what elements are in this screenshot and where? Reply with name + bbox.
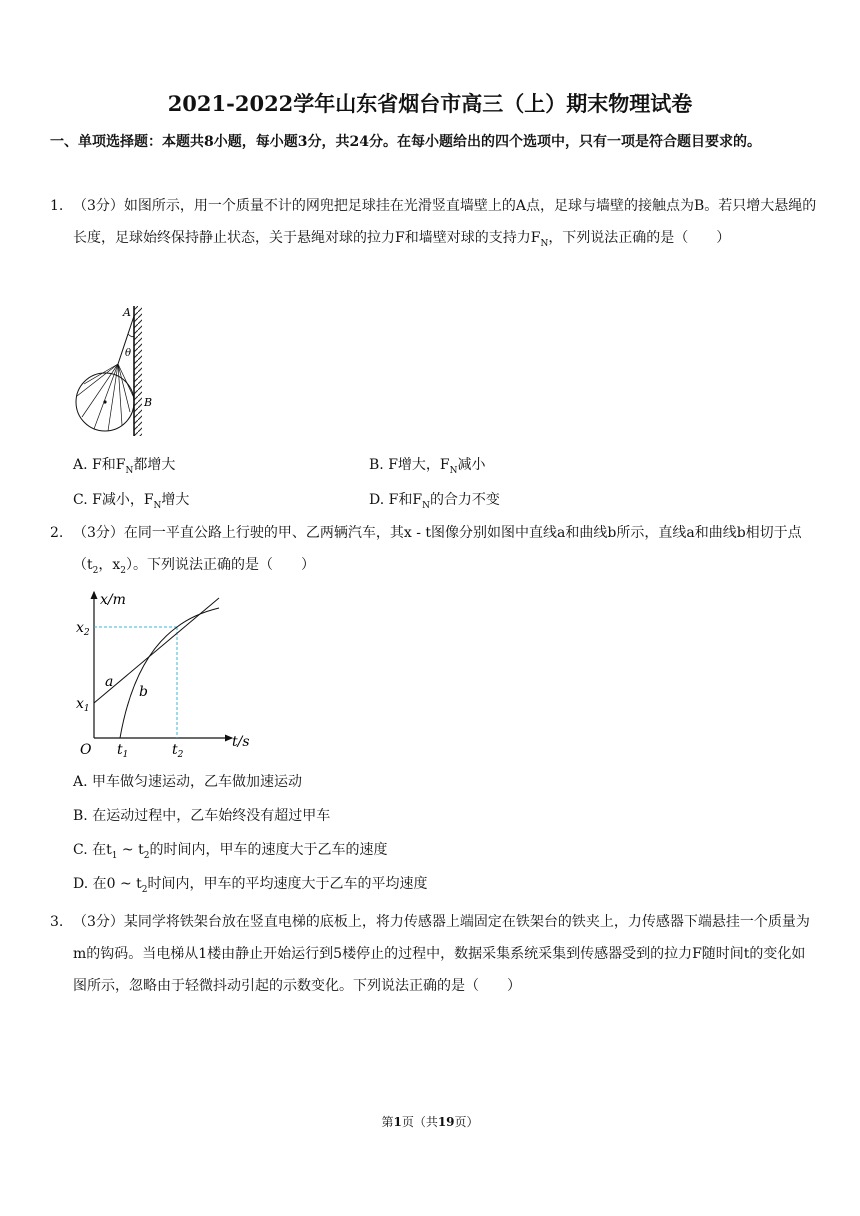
question-number: 2. (50, 525, 64, 541)
question-text: （3分）在同一平直公路上行驶的甲、乙两辆汽车，其x - t图像分别如图中直线a和曲线b所示，直线a和曲线b相切于点（$t_2$，$x_2$）。下列说法正确的是（ ） (73, 525, 802, 576)
point-a-label: A (123, 306, 131, 319)
origin-label: O (80, 742, 92, 758)
question-2 (50, 517, 818, 587)
question-text: （3分）如图所示，用一个质量不计的网兜把足球挂在光滑竖直墙壁上的A点，足球与墙壁的接触点为B。若只增大悬绳的长度，足球始终保持静止状态，关于悬绳对球的拉力F和墙壁对球的支持力$F_N$，下列说法正确的是（ ） (73, 198, 817, 249)
question-3 (50, 906, 818, 1002)
t2-label: $t_2$ (172, 742, 184, 760)
x2-label: $x_2$ (76, 620, 90, 638)
question-1 (50, 190, 818, 260)
point-b-label: B (144, 396, 153, 409)
option-b[interactable]: B. 在运动过程中，乙车始终没有超过甲车 (73, 808, 331, 824)
x1-label: $x_1$ (76, 696, 90, 714)
section-heading: 一、单项选择题：本题共8小题，每小题3分，共24分。在每小题给出的四个选项中，只有一项是符合题目要求的。 (50, 134, 761, 150)
option-c[interactable]: C. F减小，$F_N$增大 (73, 492, 190, 511)
option-a[interactable]: A. 甲车做匀速运动，乙车做加速运动 (73, 774, 303, 790)
option-b[interactable]: B. F增大，$F_N$减小 (369, 457, 486, 476)
option-d[interactable]: D. 在0 ~ $t_2$时间内，甲车的平均速度大于乙车的平均速度 (73, 876, 428, 895)
t1-label: $t_1$ (117, 742, 129, 760)
x-axis-label: t/s (232, 734, 250, 750)
angle-theta-label: θ (125, 348, 132, 359)
page-title: 2021-2022学年山东省烟台市高三（上）期末物理试卷 (167, 91, 693, 116)
question-number: 1. (50, 198, 64, 214)
question-number: 3. (50, 914, 64, 930)
option-c[interactable]: C. 在$t_1$ ~ $t_2$的时间内，甲车的速度大于乙车的速度 (73, 842, 388, 861)
curve-b-label: b (139, 684, 148, 700)
y-axis-label: x/m (100, 592, 126, 608)
line-a-label: a (105, 674, 114, 690)
option-a[interactable]: A. F和$F_N$都增大 (73, 457, 176, 476)
page-footer: 第1页（共19页） (381, 1115, 479, 1129)
option-d[interactable]: D. F和$F_N$的合力不变 (369, 492, 500, 511)
question-text: （3分）某同学将铁架台放在竖直电梯的底板上，将力传感器上端固定在铁架台的铁夹上，力传感器下端悬挂一个质量为m的钩码。当电梯从1楼由静止开始运行到5楼停止的过程中，数据采集系统采集到传感器受到的拉力F随时间t的变化如图所示，忽略由于轻微抖动引起的示数变化。下列说法正确的是（ ） (73, 914, 810, 994)
figure-ball-on-wall (72, 300, 162, 440)
figure-xt-graph (72, 586, 262, 762)
